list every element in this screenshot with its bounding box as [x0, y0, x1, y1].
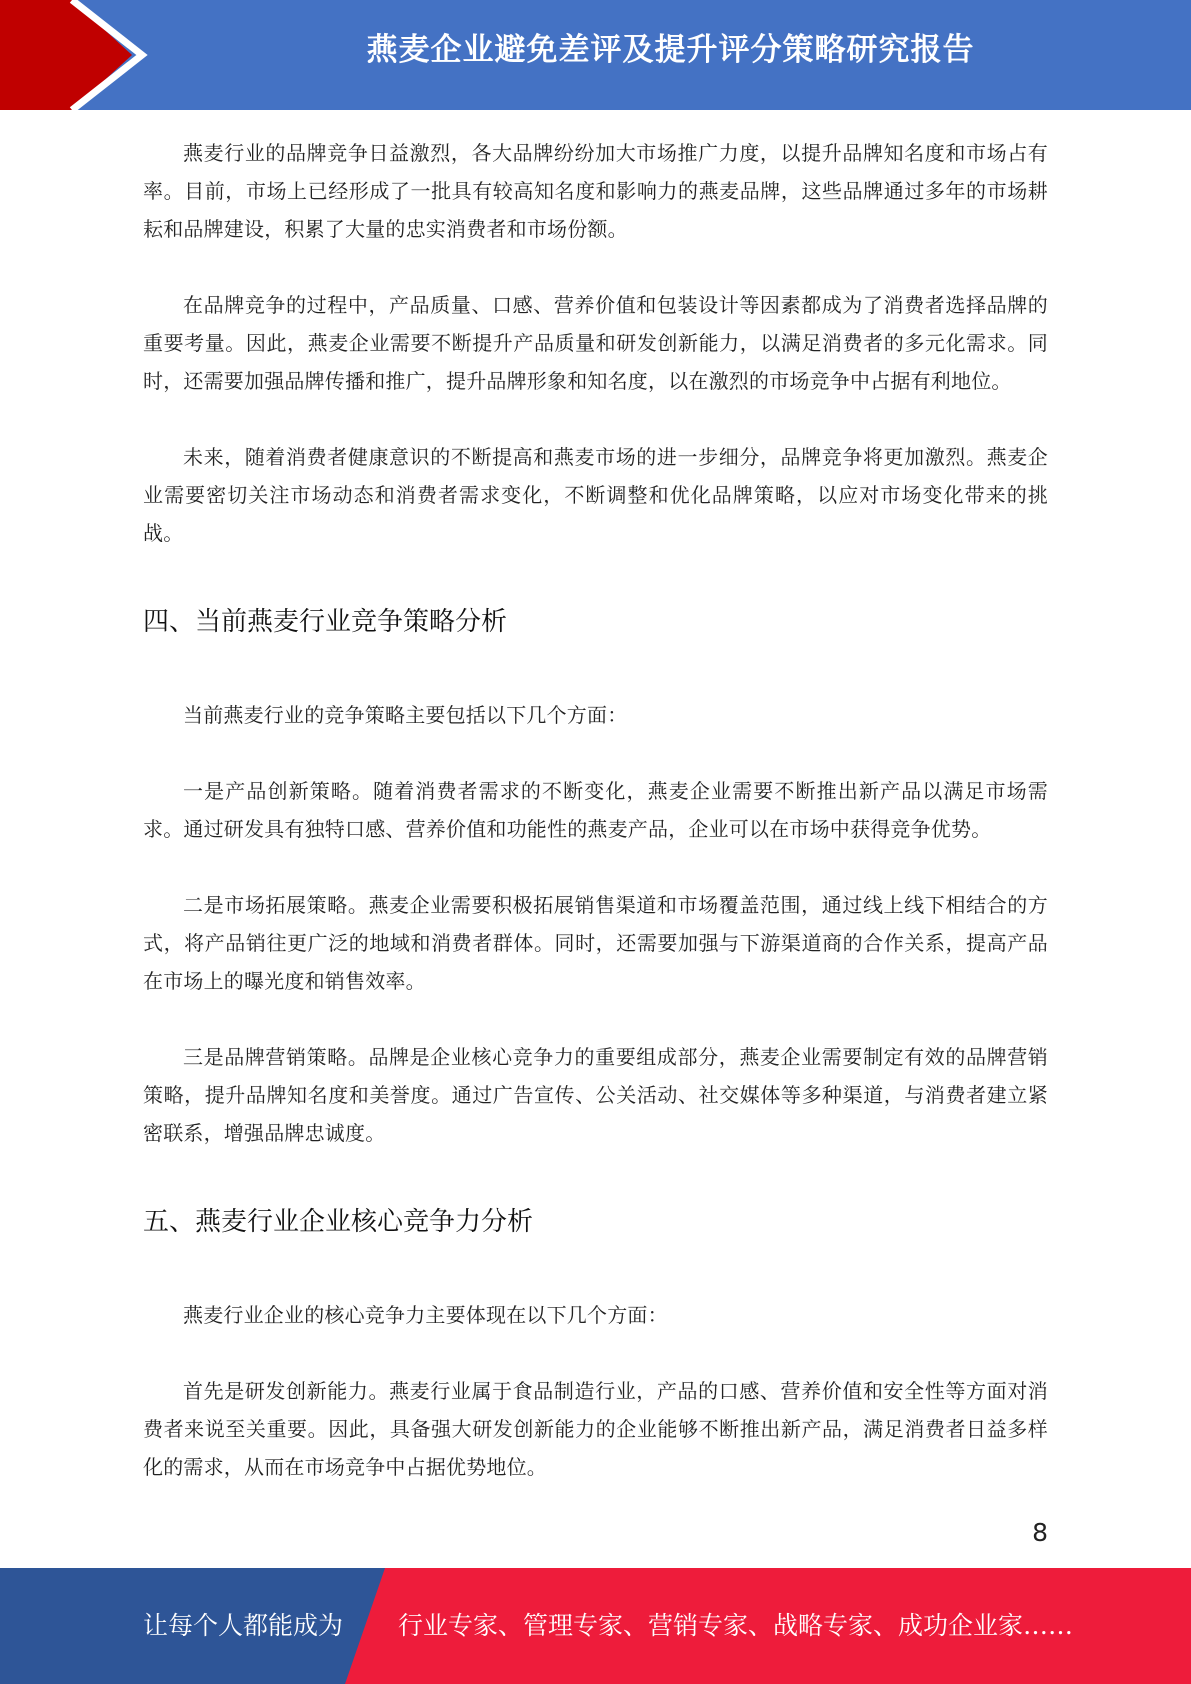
page-number: 8	[1032, 1518, 1048, 1547]
paragraph: 一是产品创新策略。随着消费者需求的不断变化，燕麦企业需要不断推出新产品以满足市场需求。通过研发具有独特口感、营养价值和功能性的燕麦产品，企业可以在市场中获得竞争优势。	[143, 779, 1048, 841]
paragraph: 燕麦行业企业的核心竞争力主要体现在以下几个方面：	[183, 1303, 668, 1327]
paragraph: 在品牌竞争的过程中，产品质量、口感、营养价值和包装设计等因素都成为了消费者选择品牌的重要考量。因此，燕麦企业需要不断提升产品质量和研发创新能力，以满足消费者的多元化需求。同时，还需要加强品牌传播和推广，提升品牌形象和知名度，以在激烈的市场竞争中占据有利地位。	[143, 293, 1048, 393]
page-header	[0, 0, 1191, 110]
footer-slogan-left: 让每个人都能成为	[143, 1611, 344, 1640]
section-heading: 五、燕麦行业企业核心竞争力分析	[143, 1207, 534, 1237]
paragraph: 三是品牌营销策略。品牌是企业核心竞争力的重要组成部分，燕麦企业需要制定有效的品牌营销策略，提升品牌知名度和美誉度。通过广告宣传、公关活动、社交媒体等多种渠道，与消费者建立紧密联系，增强品牌忠诚度。	[143, 1045, 1048, 1145]
paragraph: 未来，随着消费者健康意识的不断提高和燕麦市场的进一步细分，品牌竞争将更加激烈。燕麦企业需要密切关注市场动态和消费者需求变化，不断调整和优化品牌策略，以应对市场变化带来的挑战。	[143, 445, 1048, 545]
page-content	[143, 134, 1048, 1486]
header-chevron-decoration	[0, 0, 150, 110]
paragraph: 当前燕麦行业的竞争策略主要包括以下几个方面：	[183, 703, 628, 727]
footer-slogan-right: 行业专家、管理专家、营销专家、战略专家、成功企业家……	[398, 1611, 1074, 1640]
document-title: 燕麦企业避免差评及提升评分策略研究报告	[366, 32, 975, 68]
page-footer	[0, 1568, 1191, 1684]
paragraph: 二是市场拓展策略。燕麦企业需要积极拓展销售渠道和市场覆盖范围，通过线上线下相结合的方式，将产品销往更广泛的地域和消费者群体。同时，还需要加强与下游渠道商的合作关系，提高产品在市场上的曝光度和销售效率。	[143, 893, 1048, 993]
paragraph: 首先是研发创新能力。燕麦行业属于食品制造行业，产品的口感、营养价值和安全性等方面对消费者来说至关重要。因此，具备强大研发创新能力的企业能够不断推出新产品，满足消费者日益多样化的需求，从而在市场竞争中占据优势地位。	[143, 1379, 1048, 1479]
section-heading: 四、当前燕麦行业竞争策略分析	[143, 607, 508, 637]
paragraph: 燕麦行业的品牌竞争日益激烈，各大品牌纷纷加大市场推广力度，以提升品牌知名度和市场占有率。目前，市场上已经形成了一批具有较高知名度和影响力的燕麦品牌，这些品牌通过多年的市场耕耘和品牌建设，积累了大量的忠实消费者和市场份额。	[143, 141, 1048, 241]
